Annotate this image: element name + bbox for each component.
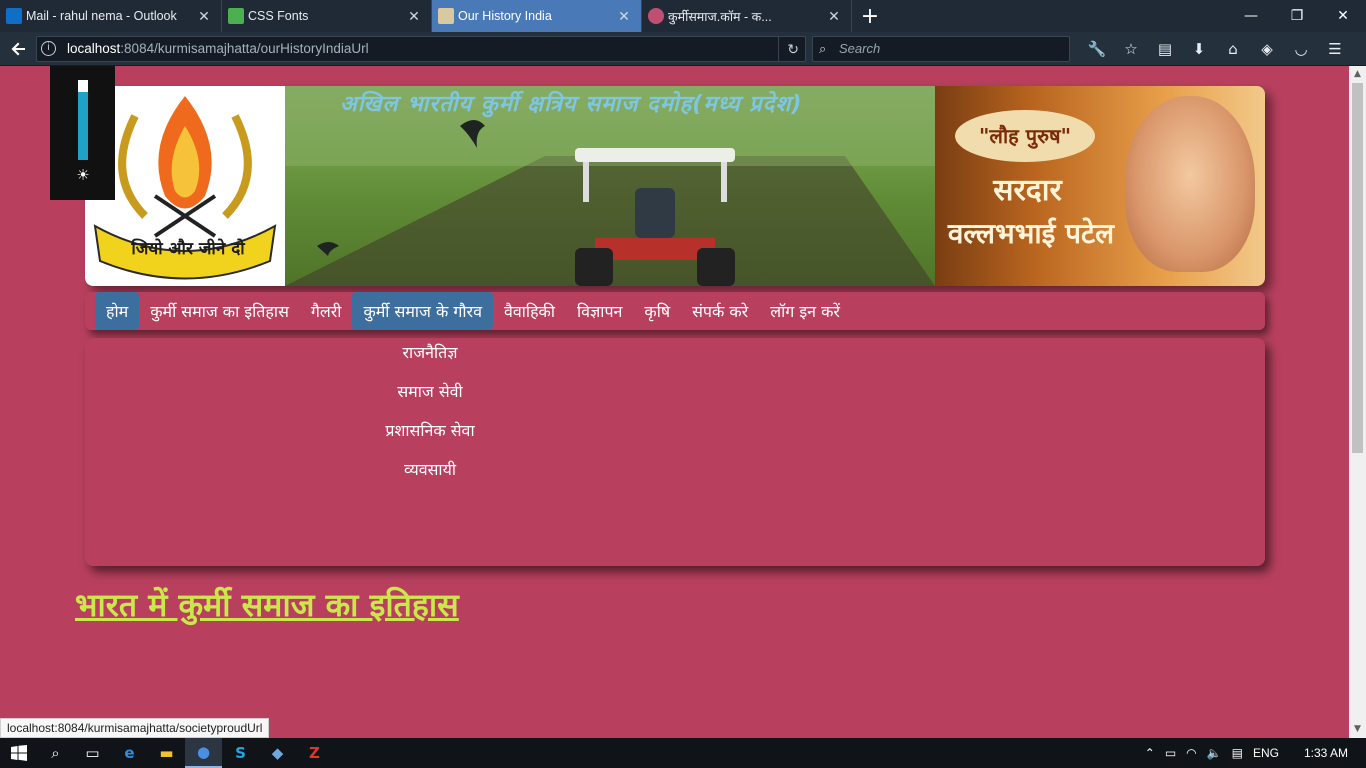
site-banner (85, 86, 1265, 286)
battery-icon[interactable]: ▭ (1164, 746, 1177, 760)
windows-start-icon[interactable] (0, 738, 37, 768)
back-arrow-icon (11, 41, 27, 57)
windows-logo-icon (11, 745, 27, 761)
pocket-icon[interactable]: ◡ (1294, 40, 1308, 58)
tab-kurmisamaj[interactable] (642, 0, 852, 32)
wrench-icon[interactable]: 🔧 (1087, 40, 1107, 58)
site-icon (648, 8, 664, 24)
status-link-url: localhost:8084/kurmisamajhatta/societyproudUrl (0, 718, 269, 738)
close-tab-icon[interactable]: ✕ (618, 7, 630, 24)
scrollbar-thumb[interactable] (1352, 83, 1363, 453)
star-icon[interactable]: ☆ (1124, 40, 1138, 58)
minimize-button[interactable]: — (1244, 8, 1258, 24)
menu-item-advertisement[interactable]: विज्ञापन (577, 302, 623, 321)
restore-button[interactable]: ❐ (1290, 8, 1304, 24)
url-bar[interactable] (36, 36, 806, 62)
browser-tab-bar (0, 0, 1366, 32)
tab-title: CSS Fonts (248, 9, 309, 23)
skype-icon[interactable]: S (235, 744, 246, 762)
menu-item-home[interactable]: होम (95, 292, 139, 330)
dropdown-item-administrative[interactable]: प्रशासनिक सेवा (385, 421, 475, 440)
speaker-icon[interactable]: 🔈 (1206, 746, 1222, 760)
menu-item-history[interactable]: कुर्मी समाज का इतिहास (150, 302, 289, 321)
w3schools-icon (228, 8, 244, 24)
browser-toolbar (1080, 36, 1352, 62)
close-window-button[interactable]: ✕ (1337, 8, 1349, 24)
menu-item-gallery[interactable]: गैलरी (310, 302, 342, 321)
menu-item-contact[interactable]: संपर्क करे (692, 302, 749, 321)
edge-icon[interactable]: e (124, 744, 135, 762)
tab-title: Our History India (458, 9, 552, 23)
windows-taskbar (0, 738, 1366, 768)
page-viewport (0, 66, 1349, 738)
patel-name-line2: वल्लभभाई पटेल (947, 217, 1115, 250)
back-button[interactable] (6, 36, 32, 62)
reader-icon[interactable]: ▤ (1157, 40, 1173, 58)
system-tray (1140, 738, 1366, 768)
tab-title: कुर्मीसमाज.कॉम - क... (668, 9, 772, 24)
wifi-icon[interactable]: ◠ (1186, 746, 1197, 760)
outlook-icon (6, 8, 22, 24)
pride-dropdown-menu (85, 338, 1265, 566)
scroll-up-icon[interactable]: ▲ (1354, 69, 1361, 79)
scroll-down-icon[interactable]: ▼ (1354, 724, 1361, 734)
patel-name-line1: सरदार (993, 173, 1062, 208)
page-scrollbar[interactable] (1349, 66, 1366, 738)
menu-item-matrimonial[interactable]: वैवाहिकी (503, 302, 555, 321)
close-tab-icon[interactable]: ✕ (408, 7, 420, 24)
reload-icon[interactable]: ↻ (778, 37, 799, 61)
volume-overlay (50, 66, 115, 200)
window-controls (1228, 0, 1366, 32)
patel-tag: "लौह पुरुष" (955, 110, 1095, 162)
logo-motto: जियो और जीने दो (131, 239, 245, 259)
menu-item-pride[interactable]: कुर्मी समाज के गौरव (352, 292, 493, 330)
dropdown-item-politicians[interactable]: राजनैतिज्ञ (402, 343, 458, 362)
menu-icon[interactable]: ☰ (1328, 40, 1342, 58)
search-placeholder: Search (839, 41, 881, 56)
page-icon (438, 8, 454, 24)
language-indicator[interactable]: ENG (1252, 746, 1279, 760)
home-icon[interactable]: ⌂ (1228, 40, 1238, 58)
url-text (67, 37, 369, 61)
site-logo[interactable] (85, 86, 285, 286)
file-explorer-icon[interactable]: ▬ (159, 744, 174, 762)
close-tab-icon[interactable]: ✕ (828, 7, 840, 24)
url-path: :8084/kurmisamajhatta/ourHistoryIndiaUrl (120, 41, 369, 56)
patel-portrait-panel (935, 86, 1265, 286)
volume-level[interactable] (78, 92, 88, 160)
task-view-icon[interactable]: ▭ (85, 744, 100, 762)
shield-icon[interactable]: ◈ (1261, 40, 1273, 58)
dropdown-item-business[interactable]: व्यवसायी (403, 460, 457, 479)
filezilla-icon[interactable]: Z (309, 744, 320, 762)
search-icon: ⌕ (819, 41, 827, 56)
close-tab-icon[interactable]: ✕ (198, 7, 210, 24)
tab-title: Mail - rahul nema - Outlook (26, 9, 177, 23)
tab-css-fonts[interactable] (222, 0, 432, 32)
tab-our-history-india[interactable] (432, 0, 642, 32)
search-bar[interactable] (812, 36, 1070, 62)
dropdown-item-social-workers[interactable]: समाज सेवी (397, 382, 463, 401)
firefox-icon[interactable]: ● (185, 738, 222, 768)
download-icon[interactable]: ⬇ (1192, 40, 1206, 58)
virtualbox-icon[interactable]: ◆ (271, 744, 284, 762)
main-menu (85, 292, 1265, 330)
menu-item-login[interactable]: लॉग इन करें (770, 302, 840, 321)
banner-title: अखिल भारतीय कुर्मी क्षत्रिय समाज दमोह(मध्य प्रदेश) (340, 92, 803, 117)
tab-outlook[interactable] (0, 0, 222, 32)
patel-portrait-image (1125, 96, 1255, 272)
notification-icon[interactable]: ▤ (1231, 746, 1243, 760)
brightness-icon: ☀ (76, 166, 90, 184)
clock[interactable]: 1:33 AM (1303, 746, 1348, 760)
browser-nav-bar (0, 32, 1366, 66)
menu-item-agriculture[interactable]: कृषि (644, 302, 671, 321)
site-info-icon[interactable]: i (41, 41, 56, 56)
chevron-up-icon[interactable]: ⌃ (1144, 746, 1155, 760)
url-host: localhost (67, 41, 121, 56)
page-heading[interactable]: भारत में कुर्मी समाज का इतिहास (75, 586, 459, 624)
search-icon[interactable]: ⌕ (51, 744, 60, 762)
new-tab-button[interactable]: + (860, 3, 880, 29)
